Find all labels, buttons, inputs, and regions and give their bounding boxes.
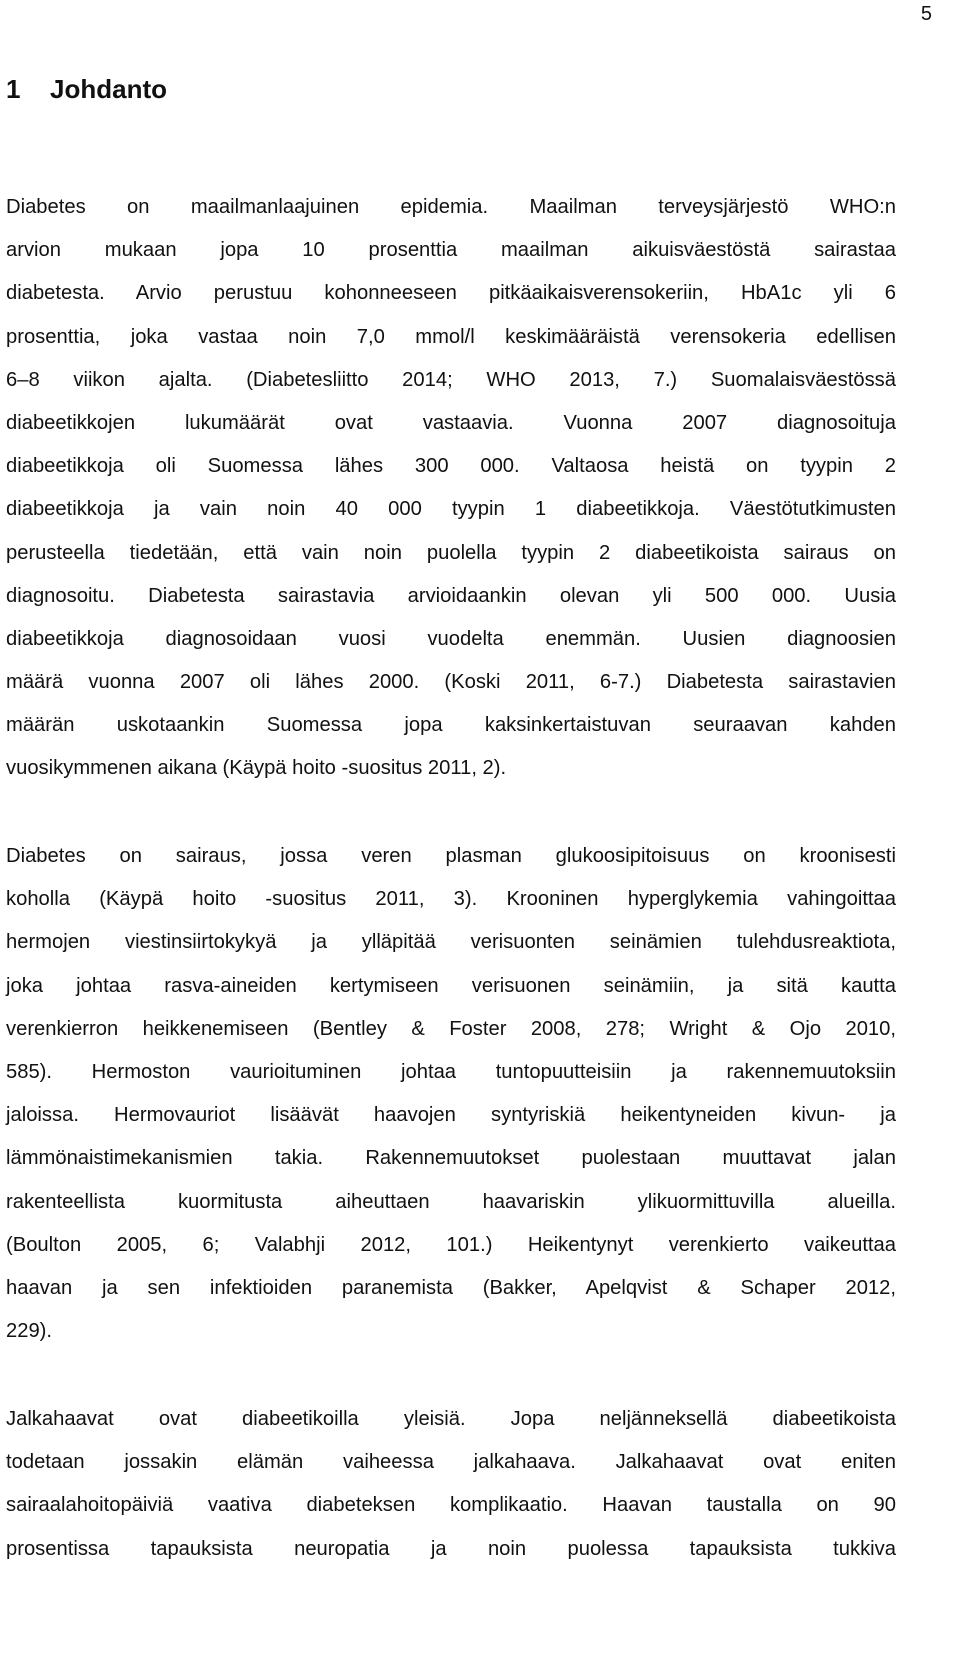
text-line: (Boulton 2005, 6; Valabhji 2012, 101.) Heikentynyt verenkierto vaikeuttaa bbox=[6, 1233, 896, 1256]
text-line: diabeetikkojen lukumäärät ovat vastaavia. Vuonna 2007 diagnosoituja bbox=[6, 411, 896, 434]
text-line: diabeetikkoja diagnosoidaan vuosi vuodelta enemmän. Uusien diagnoosien bbox=[6, 627, 896, 650]
paragraph-1 bbox=[6, 186, 896, 791]
text-line: verenkierron heikkenemiseen (Bentley & Foster 2008, 278; Wright & Ojo 2010, bbox=[6, 1017, 896, 1040]
text-line: jaloissa. Hermovauriot lisäävät haavojen syntyriskiä heikentyneiden kivun- ja bbox=[6, 1104, 896, 1127]
chapter-title: Johdanto bbox=[50, 74, 167, 104]
text-line: 6–8 viikon ajalta. (Diabetesliitto 2014; WHO 2013, 7.) Suomalaisväestössä bbox=[6, 368, 896, 391]
text-line: prosenttia, joka vastaa noin 7,0 mmol/l keskimääräistä verensokeria edellisen bbox=[6, 325, 896, 348]
text-line: Diabetes on maailmanlaajuinen epidemia. Maailman terveysjärjestö WHO:n bbox=[6, 196, 896, 218]
paragraph-3 bbox=[6, 1398, 896, 1571]
text-line: diagnosoitu. Diabetesta sairastavia arvioidaankin olevan yli 500 000. Uusia bbox=[6, 584, 896, 607]
text-line: Jalkahaavat ovat diabeetikoilla yleisiä. Jopa neljänneksellä diabeetikoista bbox=[6, 1408, 896, 1430]
paragraph-2 bbox=[6, 835, 896, 1353]
text-line: sairaalahoitopäiviä vaativa diabeteksen komplikaatio. Haavan taustalla on 90 bbox=[6, 1494, 896, 1517]
text-line: joka johtaa rasva-aineiden kertymiseen verisuonen seinämiin, ja sitä kautta bbox=[6, 974, 896, 997]
text-line: 229). bbox=[6, 1320, 53, 1343]
text-line: koholla (Käypä hoito -suositus 2011, 3). Krooninen hyperglykemia vahingoittaa bbox=[6, 888, 896, 911]
text-line: diabetesta. Arvio perustuu kohonneeseen pitkäaikaisverensokeriin, HbA1c yli 6 bbox=[6, 282, 896, 305]
text-line: prosentissa tapauksista neuropatia ja noin puolessa tapauksista tukkiva bbox=[6, 1537, 896, 1560]
chapter-number: 1 bbox=[6, 74, 21, 104]
text-line: lämmönaistimekanismien takia. Rakennemuutokset puolestaan muuttavat jalan bbox=[6, 1147, 896, 1170]
text-line: Diabetes on sairaus, jossa veren plasman glukoosipitoisuus on kroonisesti bbox=[6, 845, 896, 867]
text-line: 585). Hermoston vaurioituminen johtaa tuntopuutteisiin ja rakennemuutoksiin bbox=[6, 1060, 896, 1083]
text-line: diabeetikkoja ja vain noin 40 000 tyypin 1 diabeetikkoja. Väestötutkimusten bbox=[6, 498, 896, 521]
text-line: diabeetikkoja oli Suomessa lähes 300 000. Valtaosa heistä on tyypin 2 bbox=[6, 455, 896, 478]
text-line: vuosikymmenen aikana (Käypä hoito -suositus 2011, 2). bbox=[6, 757, 507, 780]
chapter-heading bbox=[6, 73, 167, 105]
text-line: määrä vuonna 2007 oli lähes 2000. (Koski 2011, 6-7.) Diabetesta sairastavien bbox=[6, 671, 896, 694]
text-line: määrän uskotaankin Suomessa jopa kaksinkertaistuvan seuraavan kahden bbox=[6, 714, 896, 737]
text-line: hermojen viestinsiirtokykyä ja ylläpitää verisuonten seinämien tulehdusreaktiota, bbox=[6, 931, 896, 954]
text-line: rakenteellista kuormitusta aiheuttaen haavariskin ylikuormittuvilla alueilla. bbox=[6, 1190, 896, 1213]
text-line: arvion mukaan jopa 10 prosenttia maailman aikuisväestöstä sairastaa bbox=[6, 239, 896, 262]
text-line: haavan ja sen infektioiden paranemista (Bakker, Apelqvist & Schaper 2012, bbox=[6, 1276, 896, 1299]
text-line: perusteella tiedetään, että vain noin puolella tyypin 2 diabeetikoista sairaus on bbox=[6, 541, 896, 564]
page-number: 5 bbox=[920, 3, 932, 25]
text-line: todetaan jossakin elämän vaiheessa jalkahaava. Jalkahaavat ovat eniten bbox=[6, 1451, 896, 1474]
